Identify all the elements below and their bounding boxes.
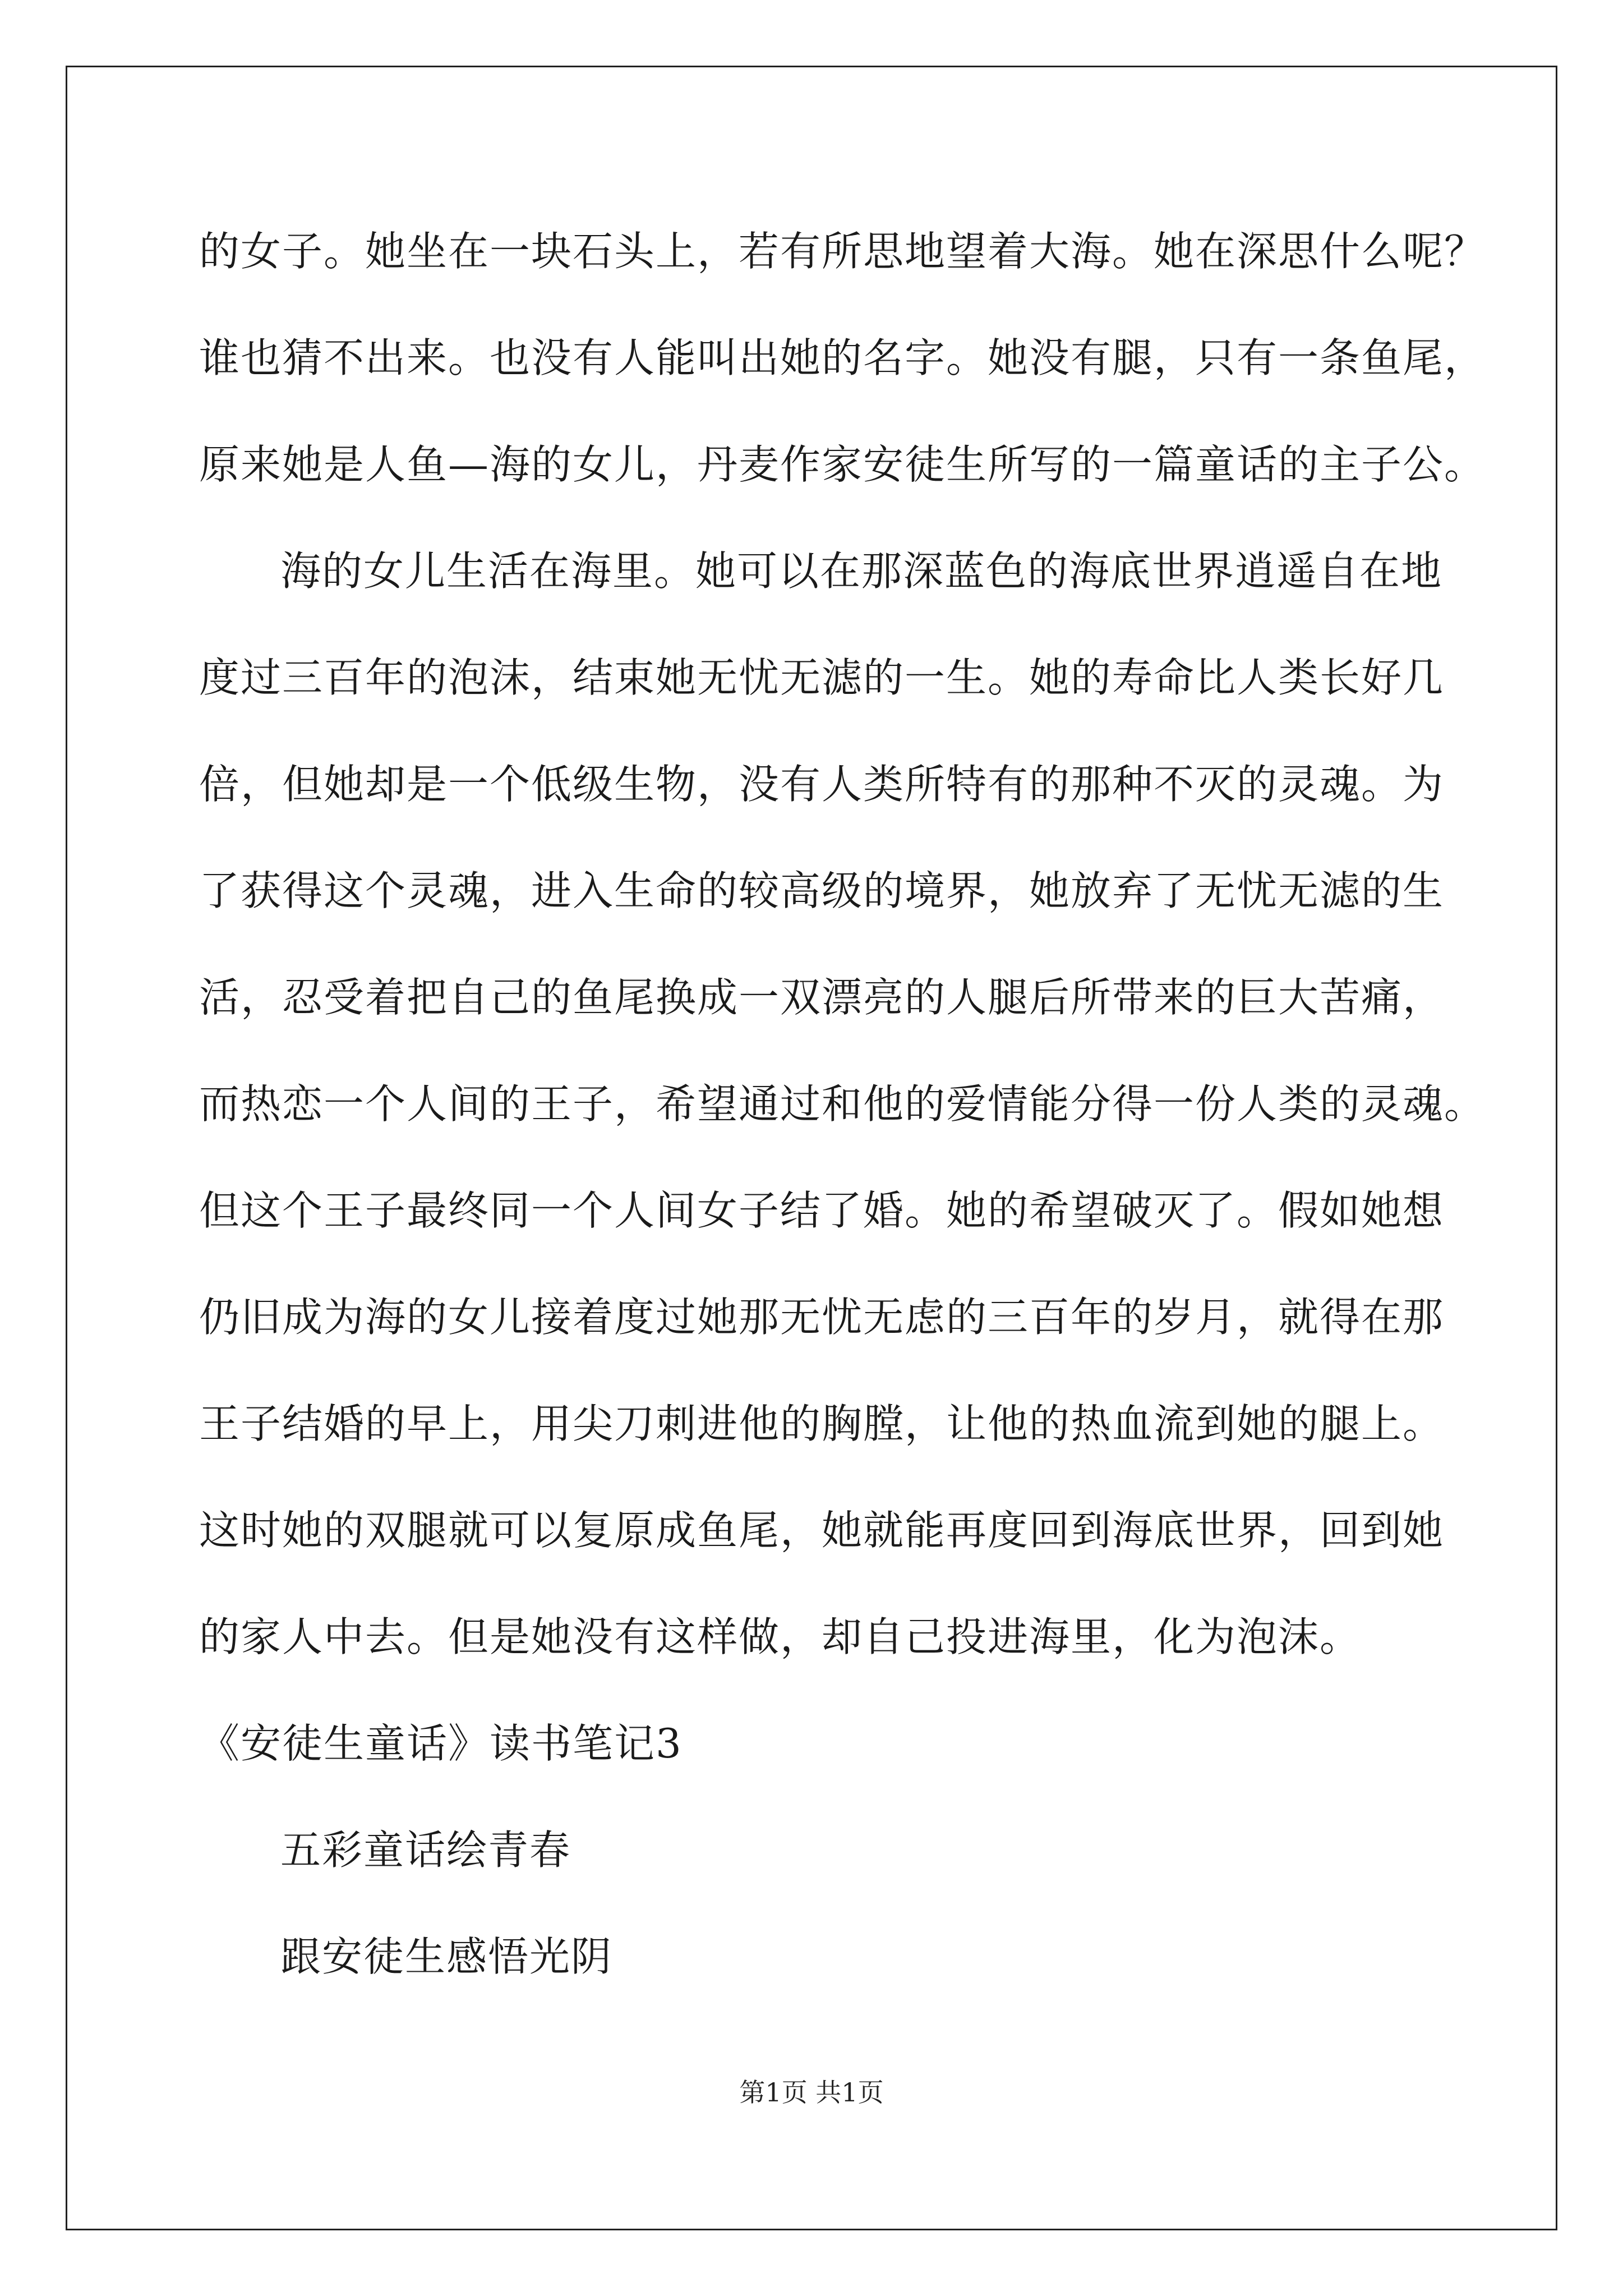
body-line: 活，忍受着把自己的鱼尾换成一双漂亮的人腿后所带来的巨大苦痛， <box>199 974 1445 1021</box>
body-line: 原来她是人鱼—海的女儿，丹麦作家安徒生所写的一篇童话的主子公。 <box>199 441 1486 488</box>
body-line: 这时她的双腿就可以复原成鱼尾，她就能再度回到海底世界，回到她 <box>199 1507 1445 1554</box>
body-line: 的家人中去。但是她没有这样做，却自己投进海里，化为泡沫。 <box>199 1613 1362 1660</box>
page-border <box>66 66 1557 2230</box>
subtitle-line: 五彩童话绘青春 <box>280 1826 571 1874</box>
body-line: 但这个王子最终同一个人间女子结了婚。她的希望破灭了。假如她想 <box>199 1187 1445 1234</box>
section-heading: 《安徒生童话》读书笔记3 <box>199 1720 683 1767</box>
body-line: 王子结婚的早上，用尖刀刺进他的胸膛，让他的热血流到她的腿上。 <box>199 1400 1445 1447</box>
body-line: 度过三百年的泡沫，结束她无忧无滤的一生。她的寿命比人类长好几 <box>199 654 1445 701</box>
body-line: 倍，但她却是一个低级生物，没有人类所特有的那种不灭的灵魂。为 <box>199 761 1445 808</box>
body-line: 仍旧成为海的女儿接着度过她那无忧无虑的三百年的岁月，就得在那 <box>199 1294 1445 1341</box>
page-number-footer: 第1页 共1页 <box>739 2077 884 2108</box>
body-line: 谁也猜不出来。也没有人能叫出她的名字。她没有腿，只有一条鱼尾， <box>199 334 1486 381</box>
body-line: 了获得这个灵魂，进入生命的较高级的境界，她放弃了无忧无滤的生 <box>199 867 1445 914</box>
body-line: 的女子。她坐在一块石头上，若有所思地望着大海。她在深思什么呢？ <box>199 228 1486 275</box>
subtitle-line: 跟安徒生感悟光阴 <box>280 1933 613 1980</box>
paragraph-start-line: 海的女儿生活在海里。她可以在那深蓝色的海底世界逍遥自在地 <box>280 547 1443 595</box>
body-line: 而热恋一个人间的王子，希望通过和他的爱情能分得一份人类的灵魂。 <box>199 1080 1486 1128</box>
